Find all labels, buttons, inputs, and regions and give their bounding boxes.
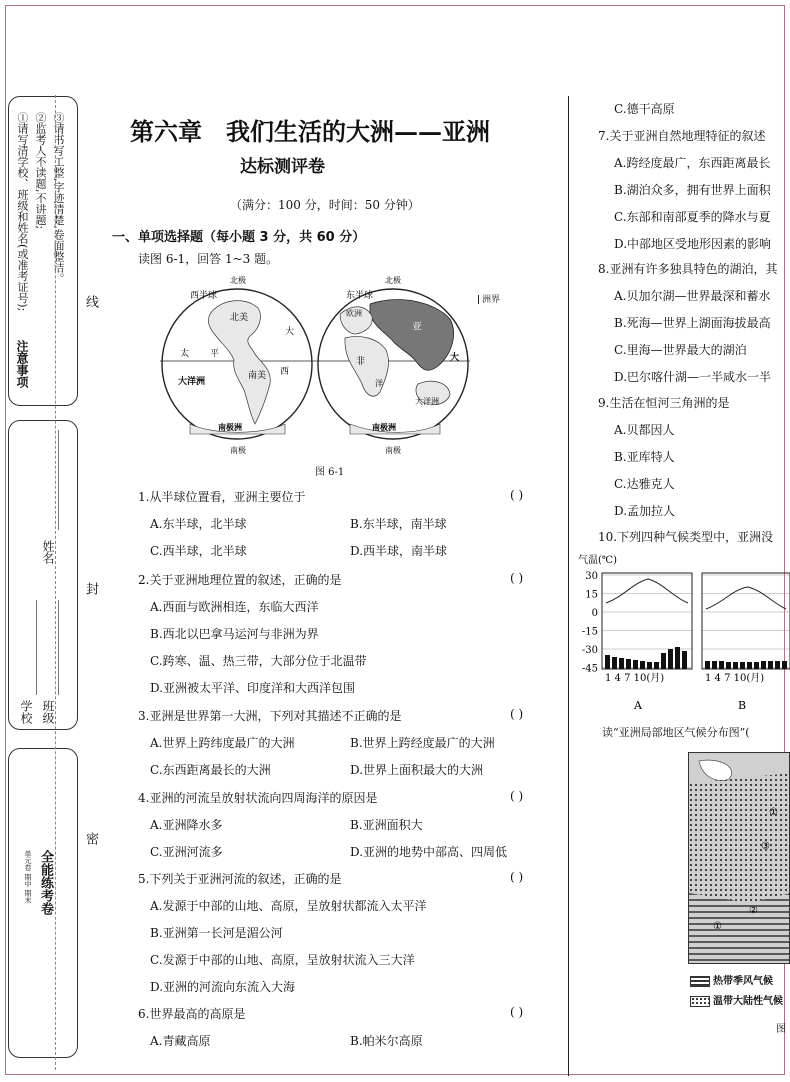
y-tick-label: 30 xyxy=(585,571,598,582)
precip-bar xyxy=(654,662,659,669)
chart-a-label: A xyxy=(634,699,642,712)
precip-bar xyxy=(768,661,773,669)
yang-label: 洋 xyxy=(375,379,383,388)
question-stem: 10.下列四种气候类型中，亚洲没 xyxy=(598,530,774,544)
question-stem: 1.从半球位置看，亚洲主要位于 xyxy=(138,490,306,504)
info-box xyxy=(8,420,78,730)
legend1-text: 热带季风气候 xyxy=(713,976,773,987)
answer-option[interactable]: B.亚洲第一长河是湄公河 xyxy=(150,926,283,940)
months-a: 1 4 7 10(月) xyxy=(605,673,665,684)
answer-option[interactable]: C.德干高原 xyxy=(614,102,675,116)
precip-bar xyxy=(668,649,673,669)
answer-option[interactable]: D.世界上面积最大的大洲 xyxy=(350,763,484,777)
chart-b-label: B xyxy=(738,699,747,712)
question-stem: 3.亚洲是世界第一大洲，下列对其描述不正确的是 xyxy=(138,709,402,723)
figure-mark: 图 xyxy=(776,1024,786,1035)
answer-option[interactable]: B.世界上跨经度最广的大洲 xyxy=(350,736,495,750)
antarctica-label-west: 南极洲 xyxy=(218,422,242,432)
legend-tropical-monsoon xyxy=(690,972,773,987)
oceania-label: 大洋洲 xyxy=(415,397,439,406)
precip-bars xyxy=(605,647,787,669)
legend-temperate-continental xyxy=(690,992,783,1007)
map-num-4: ① xyxy=(713,921,722,932)
answer-blank[interactable]: ( ) xyxy=(510,870,524,884)
answer-option[interactable]: D.亚洲的河流向东流入大海 xyxy=(150,980,296,994)
chapter-title: 我们生活的大洲——亚洲 xyxy=(226,117,490,146)
precip-bar xyxy=(633,660,638,669)
precip-bar xyxy=(661,653,666,669)
notice-2: ②监考人不读题,不讲题; xyxy=(34,112,47,230)
answer-option[interactable]: C.西半球，北半球 xyxy=(150,544,247,558)
answer-blank[interactable]: ( ) xyxy=(510,707,524,721)
answer-option[interactable]: C.里海—世界最大的湖泊 xyxy=(614,343,747,357)
answer-option[interactable]: B.西北以巴拿马运河与非洲为界 xyxy=(150,627,319,641)
precip-bar xyxy=(782,661,787,669)
north-pole-label-2: 北极 xyxy=(385,276,401,285)
hemisphere-figure xyxy=(160,274,470,454)
temperate-continental-zone xyxy=(689,773,790,903)
answer-option[interactable]: C.亚洲河流多 xyxy=(150,845,223,859)
answer-blank[interactable]: ( ) xyxy=(510,1005,524,1019)
answer-option[interactable]: C.跨寒、温、热三带，大部分位于北温带 xyxy=(150,654,367,668)
answer-option[interactable]: A.世界上跨纬度最广的大洲 xyxy=(150,736,295,750)
antarctica-label-east: 南极洲 xyxy=(372,422,396,432)
precip-bar xyxy=(682,651,687,669)
answer-option[interactable]: A.跨经度最广，东西距离最长 xyxy=(614,156,771,170)
answer-option[interactable]: A.贝都因人 xyxy=(614,423,675,437)
precip-bar xyxy=(640,661,645,669)
section-heading: 一、单项选择题（每小题 3 分，共 60 分） xyxy=(112,230,366,245)
answer-option[interactable]: A.贝加尔湖—世界最深和蓄水 xyxy=(614,289,771,303)
notice-title: 注意事项 xyxy=(15,340,29,388)
y-tick-label: 0 xyxy=(591,608,598,619)
oceania-label-west: 大洋洲 xyxy=(178,377,206,387)
precip-bar xyxy=(675,647,680,669)
y-tick-label: -15 xyxy=(581,626,598,638)
atlantic-da: 大 xyxy=(285,327,295,337)
question-stem: 4.亚洲的河流呈放射状流向四周海洋的原因是 xyxy=(138,791,378,805)
precip-bar xyxy=(705,661,710,669)
pacific-east-label: 大 xyxy=(450,353,460,363)
figure-caption: 图 6-1 xyxy=(315,467,345,478)
answer-blank[interactable]: ( ) xyxy=(510,571,524,585)
answer-option[interactable]: C.东部和南部夏季的降水与夏 xyxy=(614,210,771,224)
mark-feng: 封 xyxy=(83,582,98,595)
column-divider xyxy=(568,96,569,1076)
answer-option[interactable]: D.孟加拉人 xyxy=(614,504,676,518)
answer-option[interactable]: A.青藏高原 xyxy=(150,1034,211,1048)
pacific-label-2: 平 xyxy=(210,349,220,359)
precip-bar xyxy=(733,662,738,669)
notice-1: ①请写清学校、班级和姓名(或准考证号); xyxy=(16,112,29,312)
legend-lines-swatch xyxy=(690,976,710,987)
y-tick-label: -30 xyxy=(581,645,598,656)
answer-blank[interactable]: ( ) xyxy=(510,789,524,803)
south-pole-label: 南极 xyxy=(230,446,246,454)
y-tick-label: 15 xyxy=(585,589,598,601)
map-num-3: ③ xyxy=(761,841,770,852)
school-line xyxy=(36,600,37,695)
precip-bar xyxy=(619,658,624,669)
n-america-label: 北美 xyxy=(230,313,249,323)
answer-option[interactable]: A.发源于中部的山地、高原，呈放射状都流入太平洋 xyxy=(150,899,427,913)
asia-climate-map xyxy=(688,752,790,964)
asia-label: 亚 xyxy=(412,322,422,333)
answer-option[interactable]: B.东半球，南半球 xyxy=(350,517,447,531)
legend2-text: 温带大陆性气候 xyxy=(713,996,783,1007)
answer-option[interactable]: D.中部地区受地形因素的影响 xyxy=(614,237,772,251)
precip-bar xyxy=(754,662,759,669)
answer-option[interactable]: A.西面与欧洲相连，东临大西洋 xyxy=(150,600,319,614)
intro-text: 读图 6-1，回答 1~3 题。 xyxy=(138,252,279,266)
answer-option[interactable]: B.亚库特人 xyxy=(614,450,675,464)
exam-meta: （满分：100 分，时间：50 分钟） xyxy=(230,198,420,212)
legend-dots-swatch xyxy=(690,996,710,1007)
chart-b-temp-curve xyxy=(706,587,786,609)
answer-option[interactable]: B.帕米尔高原 xyxy=(350,1034,423,1048)
precip-bar xyxy=(775,661,780,669)
legend-boundary-label: 洲界 xyxy=(482,295,501,305)
precip-bar xyxy=(626,659,631,669)
map-caption: 读“亚洲局部地区气候分布图”( xyxy=(602,726,750,739)
map-num-1: ① xyxy=(769,807,778,818)
south-pole-label-2: 南极 xyxy=(385,446,401,454)
west-hemi-label: 西半球 xyxy=(190,291,218,301)
question-stem: 5.下列关于亚洲河流的叙述，正确的是 xyxy=(138,872,342,886)
mark-xian: 线 xyxy=(83,295,98,308)
answer-option[interactable]: B.死海—世界上湖面海拔最高 xyxy=(614,316,771,330)
answer-option[interactable]: D.巴尔喀什湖—一半咸水一半 xyxy=(614,370,772,384)
y-tick-label: -45 xyxy=(581,663,598,675)
precip-bar xyxy=(747,662,752,669)
east-hemi-label: 东半球 xyxy=(346,291,374,301)
brand-small: 单元卷 期中 期末 xyxy=(24,850,32,904)
pacific-label-1: 太 xyxy=(180,349,190,359)
north-pole-label: 北极 xyxy=(230,276,246,285)
answer-option[interactable]: C.发源于中部的山地、高原，呈放射状流入三大洋 xyxy=(150,953,415,967)
name-line xyxy=(58,430,59,530)
question-stem: 6.世界最高的高原是 xyxy=(138,1007,246,1021)
s-america-label: 南美 xyxy=(248,371,267,381)
map-num-2: ② xyxy=(749,905,758,916)
answer-option[interactable]: C.达雅克人 xyxy=(614,477,675,491)
cut-line xyxy=(55,95,56,1070)
name-label: 姓名 xyxy=(41,540,55,564)
answer-option[interactable]: D.西半球，南半球 xyxy=(350,544,448,558)
answer-option[interactable]: D.亚洲的地势中部高、四周低 xyxy=(350,845,508,859)
climate-ylabel: 气温(℃) xyxy=(578,555,617,566)
question-stem: 8.亚洲有许多独具特色的湖泊，其 xyxy=(598,262,778,276)
precip-bar xyxy=(761,661,766,669)
atlantic-xi: 西 xyxy=(280,367,290,377)
precip-bar xyxy=(647,662,652,669)
chart-a-temp-curve xyxy=(606,579,688,603)
answer-option[interactable]: B.亚洲面积大 xyxy=(350,818,423,832)
answer-blank[interactable]: ( ) xyxy=(510,488,524,502)
climate-charts xyxy=(578,553,790,713)
tropical-monsoon-zone xyxy=(689,893,790,964)
precip-bar xyxy=(712,661,717,669)
africa-label: 非 xyxy=(356,357,366,367)
question-stem: 2.关于亚洲地理位置的叙述，正确的是 xyxy=(138,573,342,587)
class-label: 班级 xyxy=(41,700,55,724)
precip-bar xyxy=(740,662,745,669)
page-title xyxy=(130,112,490,147)
notice-3: ③请书写工整,字迹清楚,卷面整洁。 xyxy=(52,112,65,284)
answer-option[interactable]: B.湖泊众多，拥有世界上面积 xyxy=(614,183,771,197)
precip-bar xyxy=(726,662,731,669)
precip-bar xyxy=(605,655,610,669)
question-stem: 9.生活在恒河三角洲的是 xyxy=(598,396,730,410)
question-stem: 7.关于亚洲自然地理特征的叙述 xyxy=(598,129,766,143)
precip-bar xyxy=(612,657,617,669)
class-line xyxy=(58,600,59,695)
answer-option[interactable]: C.东西距离最长的大洲 xyxy=(150,763,271,777)
brand-title: 全能练考卷 xyxy=(38,850,53,915)
school-label: 学校 xyxy=(19,700,33,724)
answer-option[interactable]: A.东半球，北半球 xyxy=(150,517,247,531)
subtitle: 达标测评卷 xyxy=(240,157,325,177)
chapter-label: 第六章 xyxy=(130,117,202,146)
continent-boundary-legend xyxy=(478,292,500,305)
answer-option[interactable]: A.亚洲降水多 xyxy=(150,818,223,832)
answer-option[interactable]: D.亚洲被太平洋、印度洋和大西洋包围 xyxy=(150,681,356,695)
precip-bar xyxy=(719,661,724,669)
months-b: 1 4 7 10(月) xyxy=(705,673,765,684)
europe-label: 欧洲 xyxy=(346,309,362,318)
mark-mi: 密 xyxy=(83,832,98,845)
